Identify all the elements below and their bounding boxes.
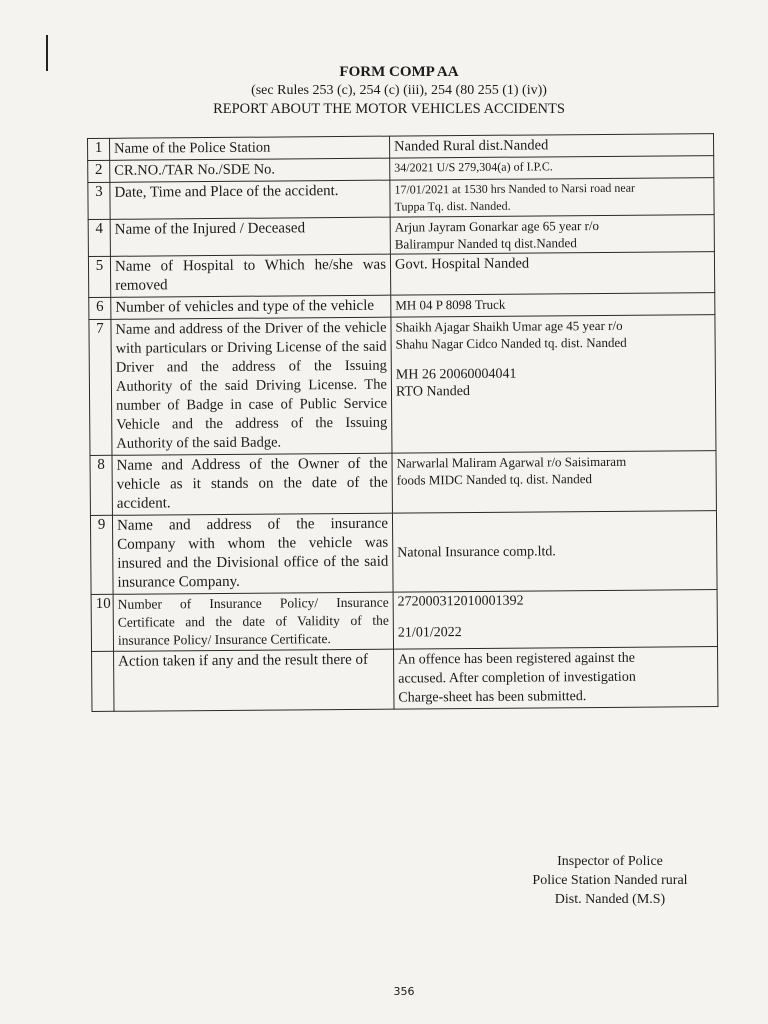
signature-district: Dist. Nanded (M.S) <box>554 892 666 907</box>
row-answer <box>393 590 717 650</box>
answer-line: 17/01/2021 at 1530 hrs Nanded to Narsi road near <box>394 180 636 197</box>
row-number: 6 <box>89 297 111 319</box>
row-question: Number of Insurance Policy/ Insurance Certificate and the date of Validity of the insurance Policy/ Insurance Certificate. <box>113 592 393 651</box>
answer-line: 272000312010001392 <box>397 593 524 610</box>
table-row <box>90 451 716 516</box>
answer-line: Charge-sheet has been submitted. <box>398 689 587 706</box>
form-header <box>0 62 768 118</box>
row-answer <box>391 315 716 454</box>
answer-line: Shaikh Ajagar Shaikh Umar age 45 year r/o <box>395 317 623 335</box>
form-title: FORM COMP AA <box>339 64 459 80</box>
row-number: 10 <box>91 594 113 651</box>
answer-line: Shahu Nagar Cidco Nanded tq. dist. Nanded <box>395 334 627 352</box>
row-question: Name and address of the Driver of the vehicle with particulars or Driving License of the said Driver and the address of the Issuing Authority of the said Driving License. The number of Badge in case of Public Service Vehicle and the address of the Issuing Authority of the said Badge. <box>111 317 392 455</box>
row-question: Number of vehicles and type of the vehicle <box>111 295 391 319</box>
row-answer <box>390 252 714 296</box>
table-row <box>91 590 717 652</box>
answer-line: Govt. Hospital Nanded <box>394 255 530 273</box>
answer-line: MH 04 P 8098 Truck <box>395 296 506 313</box>
row-question: Name of Hospital to Which he/she was removed <box>110 254 390 297</box>
answer-line: Narwarlal Maliram Agarwal r/o Saisimaram <box>396 453 627 471</box>
accident-report-table <box>87 133 718 712</box>
row-answer <box>394 647 718 710</box>
table-row <box>88 178 714 220</box>
answer-line: Arjun Jayram Gonarkar age 65 year r/o <box>394 217 600 235</box>
row-answer <box>390 178 714 218</box>
signature-block <box>490 852 730 909</box>
answer-line: Natonal Insurance comp.ltd. <box>397 543 556 561</box>
row-number: 2 <box>88 160 110 182</box>
row-answer <box>392 451 716 514</box>
answer-line: 34/2021 U/S 279,304(a) of I.P.C. <box>394 159 553 175</box>
row-question: Action taken if any and the result there of <box>114 649 394 711</box>
row-number: 8 <box>90 455 112 515</box>
answer-line: accused. After completion of investigation <box>398 669 636 687</box>
row-question: Name of the Police Station <box>110 136 390 160</box>
form-rules: (sec Rules 253 (c), 254 (c) (iii), 254 (80 255 (1) (iv)) <box>251 83 547 98</box>
signature-station: Police Station Nanded rural <box>532 873 688 888</box>
row-number <box>92 651 114 711</box>
table-row <box>92 647 718 712</box>
row-number: 4 <box>88 219 110 256</box>
row-number: 1 <box>88 138 110 160</box>
table-row <box>88 252 714 298</box>
answer-line: Balirampur Nanded tq dist.Nanded <box>394 235 577 252</box>
row-answer <box>392 511 717 593</box>
row-answer <box>389 134 713 159</box>
answer-line: Tuppa Tq. dist. Nanded. <box>394 198 511 214</box>
answer-line: An offence has been registered against the <box>398 650 636 668</box>
answer-line: MH 26 20060004041 <box>395 366 517 383</box>
answer-line: 21/01/2022 <box>397 625 462 641</box>
row-question: Name and Address of the Owner of the vehicle as it stands on the date of the accident. <box>112 453 392 515</box>
row-number: 5 <box>88 256 110 297</box>
row-question: Name and address of the insurance Company with whom the vehicle was insured and the Divisional office of the said insurance Company. <box>112 513 393 594</box>
row-question: Date, Time and Place of the accident. <box>110 180 390 219</box>
table-row <box>89 315 716 456</box>
page-number: 356 <box>393 985 415 998</box>
answer-line: Nanded Rural dist.Nanded <box>394 137 549 155</box>
report-title: REPORT ABOUT THE MOTOR VEHICLES ACCIDENTS <box>213 101 565 117</box>
row-answer <box>390 215 714 255</box>
row-number: 7 <box>89 319 112 455</box>
answer-line: foods MIDC Nanded tq. dist. Nanded <box>396 471 593 488</box>
row-answer <box>391 293 715 318</box>
row-answer <box>390 156 714 181</box>
table-row <box>88 215 714 257</box>
row-question: Name of the Injured / Deceased <box>110 217 390 256</box>
answer-line: RTO Nanded <box>395 384 471 400</box>
table-row <box>90 511 717 595</box>
signature-title: Inspector of Police <box>557 854 663 869</box>
row-number: 9 <box>90 515 113 594</box>
row-number: 3 <box>88 182 110 219</box>
row-question: CR.NO./TAR No./SDE No. <box>110 158 390 182</box>
